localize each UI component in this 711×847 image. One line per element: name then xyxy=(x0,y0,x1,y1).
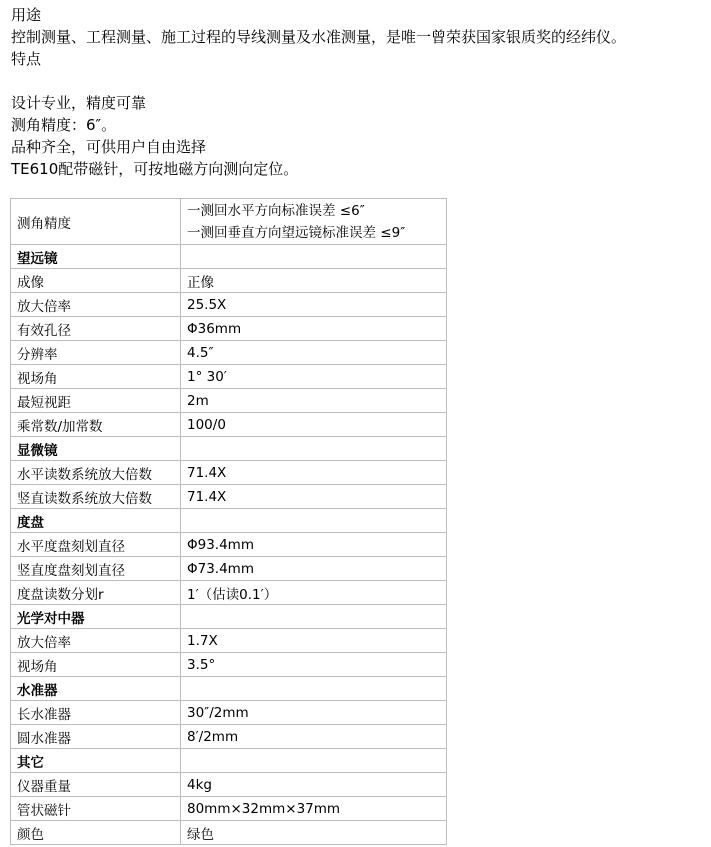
spec-value: 1° 30′ xyxy=(181,365,447,389)
section-header-row xyxy=(11,677,447,701)
spec-label: 竖直读数系统放大倍数 xyxy=(11,485,181,509)
table-row xyxy=(11,199,447,245)
section-title: 度盘 xyxy=(11,509,181,533)
section-header-row xyxy=(11,509,447,533)
feature-item: 设计专业，精度可靠 xyxy=(11,94,147,112)
spec-label: 测角精度 xyxy=(11,199,181,245)
section-title: 光学对中器 xyxy=(11,605,181,629)
table-row xyxy=(11,269,447,293)
spec-value: 1′（估读0.1′） xyxy=(181,581,447,605)
section-header-row xyxy=(11,245,447,269)
table-row xyxy=(11,653,447,677)
spec-label: 水平度盘刻划直径 xyxy=(11,533,181,557)
feature-item: 品种齐全，可供用户自由选择 xyxy=(11,138,207,156)
spec-value: 正像 xyxy=(181,269,447,293)
spec-value: 绿色 xyxy=(181,821,447,845)
table-row xyxy=(11,557,447,581)
spec-value-line: 一测回垂直方向望远镜标准误差 ≤9″ xyxy=(187,224,406,241)
features-heading: 特点 xyxy=(11,50,42,68)
spec-label: 乘常数/加常数 xyxy=(11,413,181,437)
spec-value: 100/0 xyxy=(181,413,447,437)
table-row xyxy=(11,725,447,749)
blank-line xyxy=(11,70,706,92)
table-row xyxy=(11,365,447,389)
spec-table xyxy=(10,198,447,845)
spec-label: 放大倍率 xyxy=(11,629,181,653)
spec-value xyxy=(181,749,447,773)
spec-label: 长水准器 xyxy=(11,701,181,725)
intro-section xyxy=(11,4,706,180)
feature-item: 测角精度：6″。 xyxy=(11,116,117,134)
spec-value-line: 一测回水平方向标准误差 ≤6″ xyxy=(187,202,365,219)
spec-value: 8′/2mm xyxy=(181,725,447,749)
table-row xyxy=(11,341,447,365)
spec-label: 管状磁针 xyxy=(11,797,181,821)
spec-value: Φ93.4mm xyxy=(181,533,447,557)
spec-label: 成像 xyxy=(11,269,181,293)
spec-value: 80mm×32mm×37mm xyxy=(181,797,447,821)
table-row xyxy=(11,533,447,557)
spec-value xyxy=(181,199,447,245)
section-title: 显微镜 xyxy=(11,437,181,461)
spec-value: 2m xyxy=(181,389,447,413)
table-row xyxy=(11,413,447,437)
spec-label: 视场角 xyxy=(11,365,181,389)
spec-label: 仪器重量 xyxy=(11,773,181,797)
spec-label: 放大倍率 xyxy=(11,293,181,317)
spec-value: 4kg xyxy=(181,773,447,797)
spec-value xyxy=(181,509,447,533)
spec-value: 1.7X xyxy=(181,629,447,653)
spec-label: 有效孔径 xyxy=(11,317,181,341)
spec-label: 分辨率 xyxy=(11,341,181,365)
purpose-text: 控制测量、工程测量、施工过程的导线测量及水准测量，是唯一曾荣获国家银质奖的经纬仪。 xyxy=(11,28,627,46)
spec-label: 颜色 xyxy=(11,821,181,845)
feature-item: TE610配带磁针，可按地磁方向测向定位。 xyxy=(11,160,299,178)
table-row xyxy=(11,581,447,605)
spec-value: 30″/2mm xyxy=(181,701,447,725)
section-title: 水准器 xyxy=(11,677,181,701)
table-row xyxy=(11,485,447,509)
table-row xyxy=(11,317,447,341)
spec-value: Φ36mm xyxy=(181,317,447,341)
table-row xyxy=(11,293,447,317)
section-header-row xyxy=(11,437,447,461)
spec-value: 71.4X xyxy=(181,485,447,509)
purpose-heading: 用途 xyxy=(11,6,42,24)
table-row xyxy=(11,629,447,653)
spec-label: 水平读数系统放大倍数 xyxy=(11,461,181,485)
spec-value xyxy=(181,245,447,269)
spec-value xyxy=(181,437,447,461)
table-row xyxy=(11,461,447,485)
spec-value: 25.5X xyxy=(181,293,447,317)
spec-label: 圆水准器 xyxy=(11,725,181,749)
spec-label: 竖直度盘刻划直径 xyxy=(11,557,181,581)
table-row xyxy=(11,773,447,797)
spec-value: 3.5° xyxy=(181,653,447,677)
spec-label: 度盘读数分划r xyxy=(11,581,181,605)
section-title: 望远镜 xyxy=(11,245,181,269)
spec-value xyxy=(181,677,447,701)
table-row xyxy=(11,821,447,845)
spec-label: 视场角 xyxy=(11,653,181,677)
table-row xyxy=(11,701,447,725)
spec-value xyxy=(181,605,447,629)
spec-value: 71.4X xyxy=(181,461,447,485)
section-header-row xyxy=(11,749,447,773)
spec-value: Φ73.4mm xyxy=(181,557,447,581)
spec-value: 4.5″ xyxy=(181,341,447,365)
table-row xyxy=(11,797,447,821)
spec-label: 最短视距 xyxy=(11,389,181,413)
section-header-row xyxy=(11,605,447,629)
section-title: 其它 xyxy=(11,749,181,773)
table-row xyxy=(11,389,447,413)
